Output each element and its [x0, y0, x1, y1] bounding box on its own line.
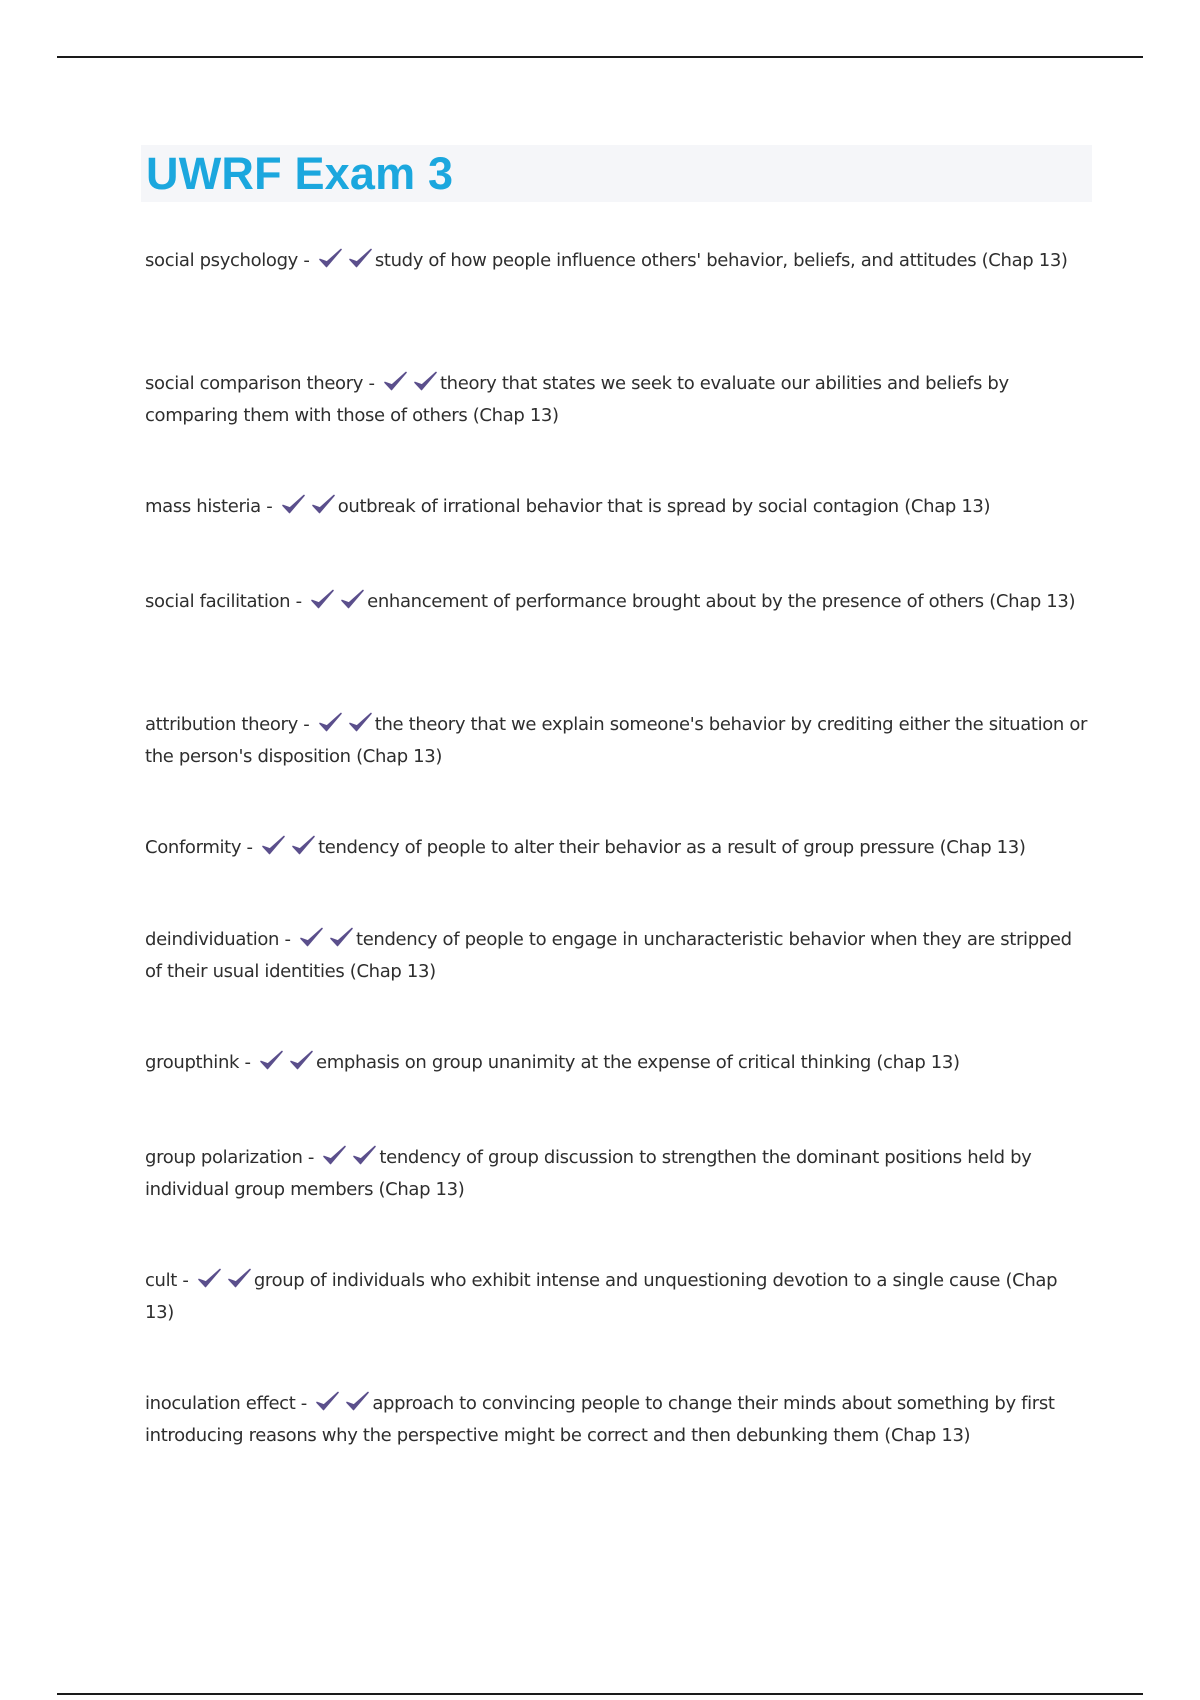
flashcard-entry: [145, 369, 1090, 430]
double-check-icon: [318, 247, 373, 278]
entry-definition: outbreak of irrational behavior that is spread by social contagion (Chap 13): [337, 496, 991, 517]
flashcard-entry: [145, 1389, 1090, 1450]
document-title: UWRF Exam 3: [146, 148, 454, 199]
entry-separator: -: [297, 714, 315, 735]
checkmark-icon: [315, 1390, 340, 1412]
entry-separator: -: [363, 373, 380, 394]
entry-definition: tendency of group discussion to strengthen the dominant positions held by individual group members (Chap 13): [145, 1147, 1032, 1200]
entry-definition: study of how people influence others' behavior, beliefs, and attitudes (Chap 13): [374, 250, 1068, 271]
checkmark-icon: [413, 370, 438, 392]
checkmark-icon: [322, 1144, 347, 1166]
entry-separator: -: [279, 929, 296, 950]
checkmark-icon: [383, 370, 408, 392]
double-check-icon: [197, 1267, 252, 1298]
double-check-icon: [261, 834, 316, 865]
flashcard-entry: [145, 587, 1090, 619]
checkmark-icon: [318, 711, 343, 733]
double-check-icon: [310, 588, 365, 619]
checkmark-icon: [348, 711, 373, 733]
flashcard-entry: [145, 246, 1090, 278]
entry-definition: enhancement of performance brought about by the presence of others (Chap 13): [367, 591, 1076, 612]
double-check-icon: [315, 1390, 370, 1421]
checkmark-icon: [259, 1049, 284, 1071]
entry-separator: -: [290, 591, 308, 612]
checkmark-icon: [299, 926, 324, 948]
double-check-icon: [281, 493, 336, 524]
entry-term: group polarization: [145, 1147, 303, 1168]
flashcard-entry: [145, 925, 1090, 986]
entry-term: social psychology: [145, 250, 298, 271]
entry-term: inoculation effect: [145, 1393, 296, 1414]
entry-term: social comparison theory: [145, 373, 364, 394]
double-check-icon: [259, 1049, 314, 1080]
entry-term: groupthink: [145, 1052, 240, 1073]
entry-definition: tendency of people to engage in uncharacteristic behavior when they are stripped of their usual identities (Chap 13): [145, 929, 1072, 982]
checkmark-icon: [261, 834, 286, 856]
flashcard-entry: [145, 1143, 1090, 1204]
entry-term: Conformity: [145, 837, 242, 858]
entry-definition: emphasis on group unanimity at the expense of critical thinking (chap 13): [315, 1052, 960, 1073]
checkmark-icon: [352, 1144, 377, 1166]
double-check-icon: [383, 370, 438, 401]
flashcard-entry: [145, 833, 1090, 865]
entry-term: cult: [145, 1270, 177, 1291]
checkmark-icon: [311, 493, 336, 515]
checkmark-icon: [345, 1390, 370, 1412]
entry-definition: approach to convincing people to change their minds about something by first introducing reasons why the perspective might be correct and then debunking them (Chap 13): [145, 1393, 1055, 1446]
entry-term: mass histeria: [145, 496, 261, 517]
flashcard-entry: [145, 1048, 1090, 1080]
flashcard-entry: [145, 710, 1090, 771]
double-check-icon: [322, 1144, 377, 1175]
entry-definition: tendency of people to alter their behavior as a result of group pressure (Chap 13): [318, 837, 1026, 858]
entry-term: deindividuation: [145, 929, 280, 950]
checkmark-icon: [310, 588, 335, 610]
entry-separator: -: [239, 1052, 256, 1073]
entry-separator: -: [302, 1147, 320, 1168]
checkmark-icon: [289, 1049, 314, 1071]
entry-separator: -: [241, 837, 259, 858]
entry-separator: -: [260, 496, 278, 517]
entry-term: attribution theory: [145, 714, 298, 735]
entry-term: social facilitation: [145, 591, 291, 612]
checkmark-icon: [281, 493, 306, 515]
double-check-icon: [318, 711, 373, 742]
checkmark-icon: [318, 247, 343, 269]
checkmark-icon: [348, 247, 373, 269]
double-check-icon: [299, 926, 354, 957]
checkmark-icon: [291, 834, 316, 856]
checkmark-icon: [197, 1267, 222, 1289]
entry-separator: -: [295, 1393, 313, 1414]
entry-definition: theory that states we seek to evaluate our abilities and beliefs by comparing them with those of others (Chap 13): [145, 373, 1009, 426]
flashcard-entry: [145, 492, 1090, 524]
entry-definition: group of individuals who exhibit intense and unquestioning devotion to a single cause (Chap 13): [145, 1270, 1058, 1323]
checkmark-icon: [227, 1267, 252, 1289]
top-rule: [57, 56, 1143, 58]
bottom-rule: [57, 1693, 1143, 1695]
entry-separator: -: [176, 1270, 194, 1291]
entry-separator: -: [297, 250, 315, 271]
checkmark-icon: [340, 588, 365, 610]
checkmark-icon: [329, 926, 354, 948]
flashcard-entry: [145, 1266, 1090, 1327]
entry-definition: the theory that we explain someone's behavior by crediting either the situation or the person's disposition (Chap 13): [145, 714, 1088, 767]
